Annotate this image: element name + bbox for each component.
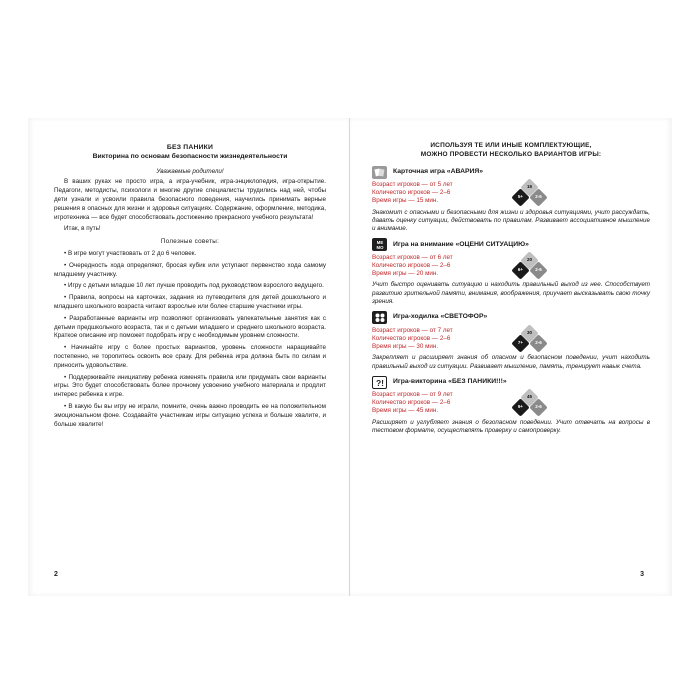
- game-description: Расширяет и углубляет знания о безопасном поведении. Учит отвечать на вопросы в тестовом формате, осуществлять проверку и самопроверку.: [372, 418, 650, 435]
- page-title: БЕЗ ПАНИКИ: [166, 144, 214, 151]
- page-number: 3: [640, 571, 644, 578]
- game-time: Время игры — 15 мин.: [372, 197, 439, 205]
- game-title: Игра на внимание «ОЦЕНИ СИТУАЦИЮ»: [393, 240, 529, 248]
- players-die: 2-6: [529, 398, 547, 416]
- game-title: Игра-викторина «БЕЗ ПАНИКИ!!!»: [393, 377, 507, 385]
- dice-badge: [510, 252, 550, 292]
- game-age: Возраст игроков — от 7 лет: [372, 326, 453, 334]
- game-age: Возраст игроков — от 6 лет: [372, 253, 453, 261]
- variants-heading-line: МОЖНО ПРОВЕСТИ НЕСКОЛЬКО ВАРИАНТОВ ИГРЫ:: [420, 150, 602, 158]
- dice-badge: [510, 179, 550, 219]
- time-die: 20: [520, 251, 538, 269]
- variants-heading-line: ИСПОЛЬЗУЯ ТЕ ИЛИ ИНЫЕ КОМПЛЕКТУЮЩИЕ,: [430, 142, 592, 149]
- game-time: Время игры — 30 мин.: [372, 343, 439, 351]
- tip-item: • Начинайте игру с более простых вариантов, уровень сложности наращивайте постепенно, не торопитесь освоить все сразу. Для ребенка игра должна быть по силам и приносить удовольствие.: [54, 344, 326, 369]
- tip-item: • Очередность хода определяют, бросая кубик или уступают первенство хода самому младшему участнику.: [54, 261, 326, 278]
- game-age: Возраст игроков — от 9 лет: [372, 391, 453, 399]
- players-die: 2-6: [529, 261, 547, 279]
- svg-text:ME: ME: [376, 240, 383, 246]
- time-die: 45: [520, 388, 538, 406]
- traffic-light-icon: [372, 311, 387, 324]
- game-block: [372, 238, 650, 307]
- game-players: Количество игроков — 2–6: [372, 189, 451, 197]
- booklet-spread: [28, 118, 672, 596]
- game-description: Знакомит с опасными и безопасными для жизни и здоровья ситуациями, учит рассуждать, давать оценку ситуации, действовать по правилам. Развивает ассоциативное мышление и внимание.: [372, 208, 650, 233]
- time-die: 30: [520, 324, 538, 342]
- time-die: 15: [520, 178, 538, 196]
- game-title: Карточная игра «АВАРИЯ»: [393, 167, 484, 175]
- go-line: Итак, в путь!: [64, 225, 101, 233]
- game-time: Время игры — 45 мин.: [372, 407, 439, 415]
- tip-item: • Разработанные варианты игр позволяют организовать увлекательные занятия как с детьми предшкольного возраста, так и с детьми младшего и среднего школьного возраста. Краткое описание игр поможет подобрать игру с необходимым уровнем сложности.: [54, 314, 326, 340]
- left-page: [28, 118, 350, 596]
- left-page-content: [54, 144, 326, 432]
- tips-heading: Полезные советы:: [160, 238, 220, 246]
- players-die: 2-6: [529, 334, 547, 352]
- tip-item: • В какую бы вы игру не играли, помните, очень важно проводить ее на положительном эмоциональном фоне. Создавайте участникам игры ситуацию успеха и больше хвалите, и больше хвалите!: [54, 402, 326, 428]
- game-players: Количество игроков — 2–6: [372, 399, 451, 407]
- dice-badge: [510, 325, 550, 365]
- game-players: Количество игроков — 2–6: [372, 262, 451, 270]
- variants-heading: [372, 142, 650, 159]
- svg-text:MO: MO: [376, 245, 383, 251]
- game-block: [372, 165, 650, 234]
- game-description: Учит быстро оценивать ситуацию и находить правильный выход из нее. Способствует развитию зрительной памяти, внимания, воображения, приучает высказывать свою точку зрения.: [372, 281, 650, 306]
- tip-item: • В игре могут участвовать от 2 до 6 человек.: [64, 249, 197, 257]
- page-number: 2: [54, 571, 58, 578]
- svg-text:?!: ?!: [375, 377, 384, 388]
- right-page: [350, 118, 672, 596]
- memo-icon: [372, 238, 387, 251]
- dice-badge: [510, 389, 550, 429]
- greeting: Уважаемые родители!: [156, 167, 224, 175]
- game-block: [372, 375, 650, 435]
- right-page-content: [372, 142, 650, 440]
- age-die: 5+: [511, 188, 529, 206]
- game-title: Игра-ходилка «СВЕТОФОР»: [393, 313, 488, 321]
- game-time: Время игры — 20 мин.: [372, 270, 439, 278]
- game-players: Количество игроков — 2–6: [372, 334, 451, 342]
- game-description: Закрепляет и расширяет знания об опасном и безопасном поведении, учит находить правильный выход из ситуации. Развивает мышление, память, тренирует навык счета.: [372, 354, 650, 370]
- players-die: 2-6: [529, 188, 547, 206]
- age-die: 7+: [511, 334, 529, 352]
- age-die: 6+: [511, 261, 529, 279]
- page-subtitle: Викторина по основам безопасности жизнедеятельности: [92, 152, 288, 160]
- cards-icon: [372, 166, 387, 179]
- game-age: Возраст игроков — от 5 лет: [372, 181, 453, 188]
- quiz-icon: [372, 376, 387, 389]
- tip-item: • Поддерживайте инициативу ребенка изменять правила или придумать свои варианты игры. Это будет способствовать более прочному усвоению учебного материала и продлит интерес ребенка к игре.: [54, 373, 326, 399]
- tip-item: • Правила, вопросы на карточках, задания из путеводителя для детей дошкольного и младшего школьного возраста читают взрослые или более старшие участники игры.: [54, 294, 326, 310]
- intro-paragraph: В ваших руках не просто игра, а игра-учебник, игра-энциклопедия, игра-открытие. Педагоги, методисты, психологи и многие другие специалисты трудились над ней, чтобы дети узнали и усвоили правила безопасного поведения, научились принимать верные решения в опасных для жизни и здоровья ситуациях. Содержание, оформление, методика, игротехника — все будет способствовать достижению прекрасного учебного результата!: [54, 178, 326, 221]
- age-die: 9+: [511, 398, 529, 416]
- game-block: [372, 311, 650, 371]
- tip-item: • Игру с детьми младше 10 лет лучше проводить под руководством взрослого ведущего.: [64, 282, 324, 290]
